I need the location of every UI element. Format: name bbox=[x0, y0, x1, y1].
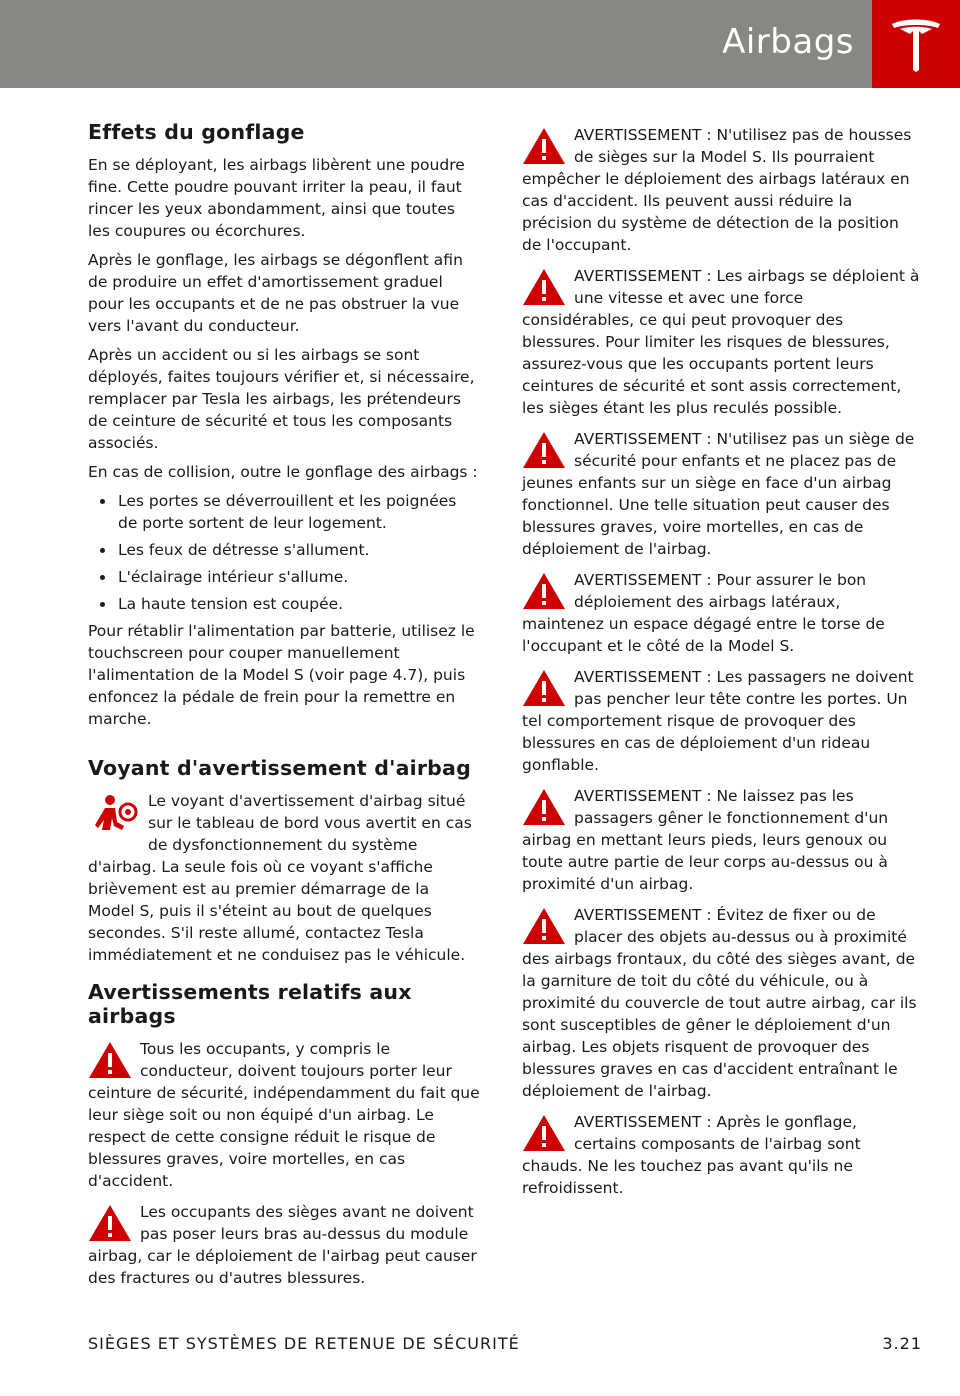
warning-triangle-icon bbox=[522, 267, 566, 307]
tesla-logo-icon bbox=[872, 0, 960, 88]
warning-text: Tous les occupants, y compris le conducteur, doivent toujours porter leur ceinture de sécurité, indépendamment du fait que leur siège soit ou non équipé d'un airbag. Le respect de cette consigne réduit le risque de blessures graves, voire mortelles, en cas d'accident. bbox=[88, 1040, 480, 1190]
paragraph: En se déployant, les airbags libèrent une poudre fine. Cette poudre pouvant irriter la peau, il faut rincer les yeux abondamment, ainsi que toutes les coupures ou écorchures. bbox=[88, 156, 465, 240]
page-title: Airbags bbox=[722, 22, 854, 62]
warning-text: AVERTISSEMENT : Ne laissez pas les passagers gêner le fonctionnement d'un airbag en mettant leurs pieds, leurs genoux ou toute autre partie de leur corps au-dessus ou à proximité d'un airbag. bbox=[522, 787, 889, 893]
warning-text: AVERTISSEMENT : Évitez de fixer ou de placer des objets au-dessus ou à proximité des airbags frontaux, du côté des sièges avant, de la garniture de toit du côté du véhicule, ou à proximité du couvercle de tout autre airbag, car ils sont susceptibles de gêner le déploiement d'un airbag. Les objets risquent de provoquer des blessures graves en cas d'accident entraînant le déploiement de l'airbag. bbox=[522, 906, 917, 1100]
warning-block bbox=[522, 666, 920, 776]
list-item: L'éclairage intérieur s'allume. bbox=[118, 566, 480, 588]
warning-text: AVERTISSEMENT : Après le gonflage, certains composants de l'airbag sont chauds. Ne les touchez pas avant qu'ils ne refroidissent. bbox=[522, 1113, 861, 1197]
warning-block bbox=[88, 1038, 480, 1192]
warning-triangle-icon bbox=[522, 787, 566, 827]
page-header bbox=[0, 0, 960, 88]
list-item: La haute tension est coupée. bbox=[118, 593, 480, 615]
warning-triangle-icon bbox=[88, 1203, 132, 1243]
list-item: Les feux de détresse s'allument. bbox=[118, 539, 480, 561]
warning-triangle-icon bbox=[522, 906, 566, 946]
section-title-avertissements: Avertissements relatifs aux airbags bbox=[88, 980, 412, 1028]
collision-effects-list bbox=[88, 490, 480, 615]
paragraph: En cas de collision, outre le gonflage des airbags : bbox=[88, 463, 478, 481]
warning-block bbox=[522, 1111, 920, 1199]
airbag-warning-light-icon bbox=[88, 792, 140, 840]
warning-block bbox=[88, 1201, 480, 1289]
warning-text: AVERTISSEMENT : Les airbags se déploient à une vitesse et avec une force considérables, ce qui peut provoquer des blessures. Pour limiter les risques de blessures, assurez-vous que les occupants portent leurs ceintures de sécurité et sont assis correctement, les sièges étant les plus reculés possible. bbox=[522, 267, 920, 417]
warning-text: AVERTISSEMENT : N'utilisez pas un siège de sécurité pour enfants et ne placez pas de jeunes enfants sur un siège en face d'un airbag fonctionnel. Une telle situation peut causer des blessures graves, voire mortelles, en cas de déploiement de l'airbag. bbox=[522, 430, 915, 558]
warning-text: Les occupants des sièges avant ne doivent pas poser leurs bras au-dessus du module airbag, car le déploiement de l'airbag peut causer des fractures ou d'autres blessures. bbox=[88, 1203, 477, 1287]
warning-triangle-icon bbox=[522, 126, 566, 166]
page-number: 3.21 bbox=[882, 1334, 922, 1353]
airbag-indicator-note bbox=[88, 790, 480, 966]
paragraph: Après le gonflage, les airbags se dégonflent afin de produire un effet d'amortissement graduel pour les occupants et de ne pas obstruer la vue vers l'avant du conducteur. bbox=[88, 251, 463, 335]
section-title-gonflage: Effets du gonflage bbox=[88, 120, 305, 144]
paragraph: Après un accident ou si les airbags se sont déployés, faites toujours vérifier et, si nécessaire, remplacer par Tesla les airbags, les prétendeurs de ceinture de sécurité et tous les composants associés. bbox=[88, 346, 475, 452]
warning-block bbox=[522, 904, 920, 1102]
warning-block bbox=[522, 569, 920, 657]
warning-text: AVERTISSEMENT : Les passagers ne doivent pas pencher leur tête contre les portes. Un tel comportement risque de provoquer des blessures en cas de déploiement d'un rideau gonflable. bbox=[522, 668, 914, 774]
paragraph: Le voyant d'avertissement d'airbag situé sur le tableau de bord vous avertit en cas de dysfonctionnement du système d'airbag. La seule fois où ce voyant s'affiche brièvement est au premier démarrage de la Model S, puis il s'éteint au bout de quelques secondes. S'il reste allumé, contactez Tesla immédiatement et ne conduisez pas le véhicule. bbox=[88, 792, 472, 964]
warning-text: AVERTISSEMENT : N'utilisez pas de housses de sièges sur la Model S. Ils pourraient empêcher le déploiement des airbags latéraux en cas d'accident. Ils peuvent aussi réduire la précision du système de détection de la position de l'occupant. bbox=[522, 126, 912, 254]
section-title-voyant: Voyant d'avertissement d'airbag bbox=[88, 756, 471, 780]
warning-block bbox=[522, 124, 920, 256]
warning-triangle-icon bbox=[522, 571, 566, 611]
warning-block bbox=[522, 265, 920, 419]
warning-text: AVERTISSEMENT : Pour assurer le bon déploiement des airbags latéraux, maintenez un espace dégagé entre le torse de l'occupant et le côté de la Model S. bbox=[522, 571, 885, 655]
warning-triangle-icon bbox=[88, 1040, 132, 1080]
list-item: Les portes se déverrouillent et les poignées de porte sortent de leur logement. bbox=[118, 490, 480, 534]
warning-triangle-icon bbox=[522, 430, 566, 470]
left-column bbox=[88, 120, 480, 1298]
footer-section-title: SIÈGES ET SYSTÈMES DE RETENUE DE SÉCURITÉ bbox=[88, 1334, 520, 1353]
warning-block bbox=[522, 785, 920, 895]
warning-triangle-icon bbox=[522, 1113, 566, 1153]
right-column bbox=[522, 124, 920, 1208]
warning-block bbox=[522, 428, 920, 560]
warning-triangle-icon bbox=[522, 668, 566, 708]
paragraph: Pour rétablir l'alimentation par batterie, utilisez le touchscreen pour couper manuellement l'alimentation de la Model S (voir page 4.7), puis enfoncez la pédale de frein pour la remettre en marche. bbox=[88, 622, 475, 728]
